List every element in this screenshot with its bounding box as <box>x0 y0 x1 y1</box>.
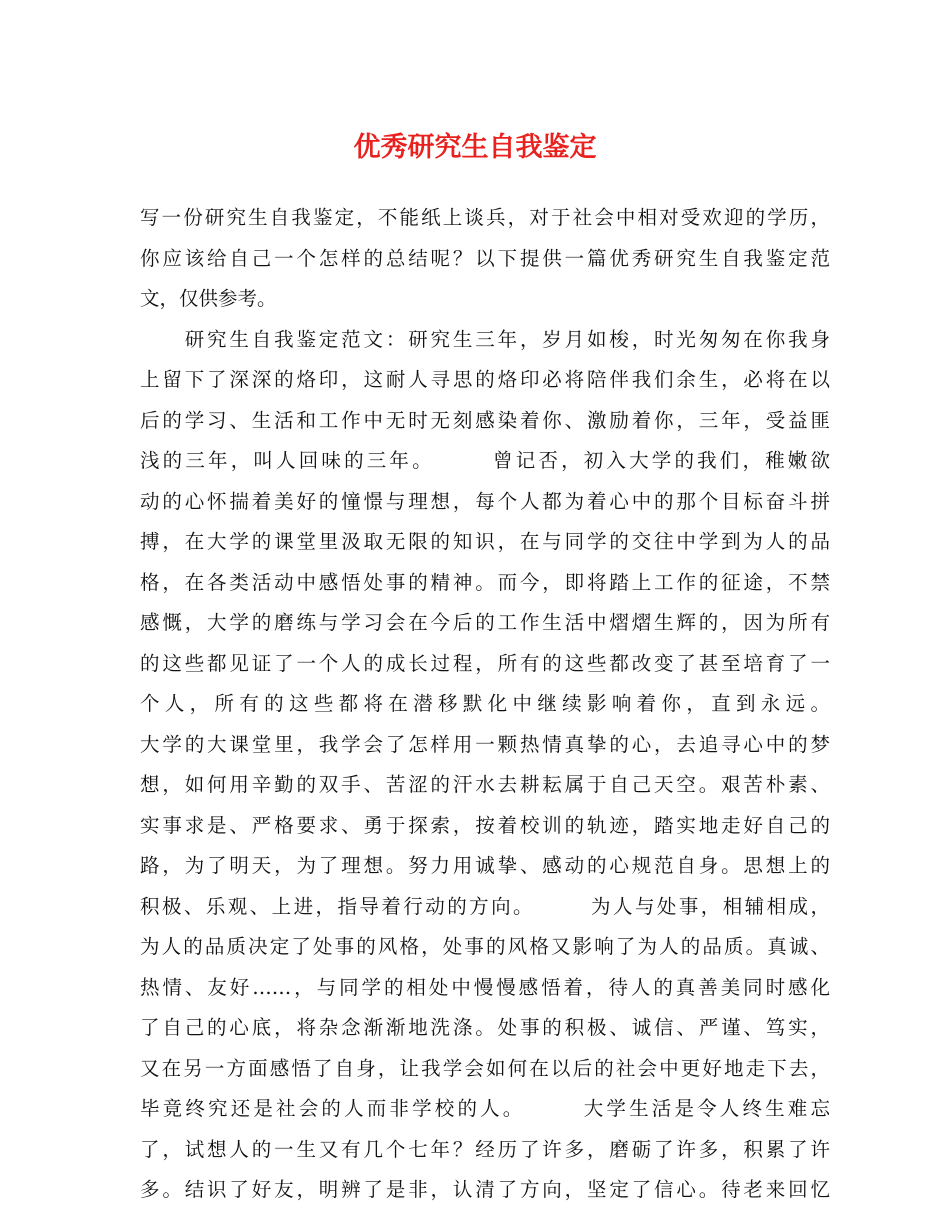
body-line: 路，为了明天，为了理想。努力用诚挚、感动的心规范自身。思想上的 <box>140 854 830 877</box>
body-line: 想，如何用辛勤的双手、苦涩的汗水去耕耘属于自己天空。艰苦朴素、 <box>140 773 830 796</box>
body-line: 又在另一方面感悟了自身，让我学会如何在以后的社会中更好地走下去， <box>140 1056 830 1080</box>
body-line: 浅的三年，叫人回味的三年。 曾记否，初入大学的我们，稚嫩欲 <box>140 449 830 472</box>
body-line: 热情、友好……，与同学的相处中慢慢感悟着，待人的真善美同时感化 <box>140 975 830 999</box>
body-line: 你应该给自己一个怎样的总结呢？以下提供一篇优秀研究生自我鉴定范 <box>140 246 830 270</box>
body-line: 研究生自我鉴定范文：研究生三年，岁月如梭，时光匆匆在你我身 <box>140 327 830 351</box>
body-line: 大学的大课堂里，我学会了怎样用一颗热情真挚的心，去追寻心中的梦 <box>140 732 830 756</box>
body-line: 搏，在大学的课堂里汲取无限的知识，在与同学的交往中学到为人的品 <box>140 530 830 553</box>
body-line: 格，在各类活动中感悟处事的精神。而今，即将踏上工作的征途，不禁 <box>140 570 830 594</box>
body-line: 写一份研究生自我鉴定，不能纸上谈兵，对于社会中相对受欢迎的学历， <box>140 206 830 229</box>
body-line: 多。结识了好友，明辨了是非，认清了方向，坚定了信心。待老来回忆 <box>140 1178 830 1201</box>
body-line: 的这些都见证了一个人的成长过程，所有的这些都改变了甚至培育了一 <box>140 651 830 675</box>
body-line: 积极、乐观、上进，指导着行动的方向。 为人与处事，相辅相成， <box>140 894 830 918</box>
body-line: 毕竟终究还是社会的人而非学校的人。 大学生活是令人终生难忘 <box>140 1097 830 1120</box>
body-line: 实事求是、严格要求、勇于探索，按着校训的轨迹，踏实地走好自己的 <box>140 813 830 837</box>
body-line: 后的学习、生活和工作中无时无刻感染着你、激励着你，三年，受益匪 <box>140 408 830 432</box>
body-line: 了，试想人的一生又有几个七年？经历了许多，磨砺了许多，积累了许 <box>140 1137 830 1161</box>
body-line: 上留下了深深的烙印，这耐人寻思的烙印必将陪伴我们余生，必将在以 <box>140 368 830 391</box>
body-line: 感慨，大学的磨练与学习会在今后的工作生活中熠熠生辉的，因为所有 <box>140 611 830 634</box>
body-line: 个人，所有的这些都将在潜移默化中继续影响着你，直到永远。 <box>140 692 830 715</box>
document-body <box>140 198 830 1211</box>
document-title: 优秀研究生自我鉴定 <box>353 132 597 163</box>
body-line: 动的心怀揣着美好的憧憬与理想，每个人都为着心中的那个目标奋斗拼 <box>140 489 830 513</box>
body-line: 了自己的心底，将杂念渐渐地洗涤。处事的积极、诚信、严谨、笃实， <box>140 1016 830 1039</box>
body-line: 文，仅供参考。 <box>140 287 277 310</box>
body-line: 为人的品质决定了处事的风格，处事的风格又影响了为人的品质。真诚、 <box>140 935 830 958</box>
